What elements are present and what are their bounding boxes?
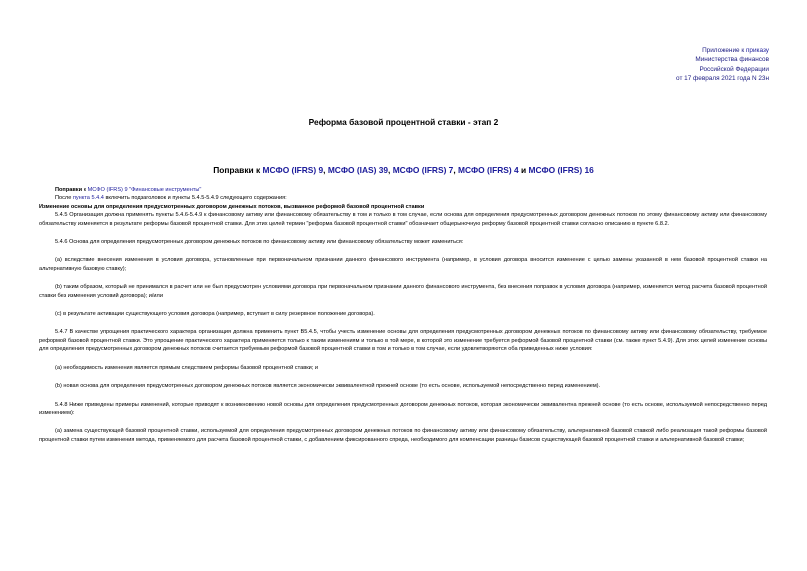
paragraph-5-4-5: 5.4.5 Организация должна применять пункты 5.4.6-5.4.9 к финансовому активу или финансовому обязательству в том и только в том случае, если основа для определения предусмотренных договором денежных потоков по этому финансовому активу или финансовому обязательству изменяется в результате реформы базовой процентной ставки. Для этих целей термин "реформа базовой процентной ставки" обозначает общерыночную реформу базовой процентной ставки согласно описанию в пункте 6.8.2.	[39, 212, 767, 227]
ifrs7-link[interactable]: МСФО (IFRS) 7	[392, 165, 454, 175]
annex-line-1: Приложение к приказу	[702, 47, 769, 54]
paragraph-5-4-8: 5.4.8 Ниже приведены примеры изменений, которые приводят к возникновению новой основы для определения предусмотренных договором денежных потоков, которая экономически эквивалентна прежней основе (то есть основе, используемой непосредственно перед изменением):	[39, 401, 767, 416]
annex-line-4: от 17 февраля 2021 года N 23н	[676, 74, 769, 82]
ifrs9-financial-instruments-link[interactable]: МСФО (IFRS) 9 "Финансовые инструменты"	[87, 187, 202, 193]
annex-line-3: Российской Федерации	[699, 65, 769, 73]
item-b: (b) таким образом, который не принимался в расчет или не был предусмотрен условиями договора при первоначальном признании данного финансового инструмента, без внесения поправок в условия договора (например, изменяется метод расчета базовой процентной ставки без изменения условий договора); и/или	[39, 284, 767, 299]
item-a-2: (a) необходимость изменения является прямым следствием реформы базовой процентной ставки; и	[55, 364, 318, 371]
annex-reference	[676, 46, 769, 83]
paragraph-5-4-4-link[interactable]: пункта 5.4.4	[72, 195, 104, 202]
ifrs16-link[interactable]: МСФО (IFRS) 16	[528, 165, 594, 175]
document-body	[39, 186, 767, 444]
item-a-3: (a) замена существующей базовой процентной ставки, используемой для определения предусмотренных договором денежных потоков по финансовому активу или финансовому обязательству, альтернативной базовой ставкой либо реализация такой реформы базовой процентной ставки путем изменения метода, применяемого для расчета базовой процентной ставки, с добавлением фиксированного спреда, необходимого для компенсации разницы базисов существующей базовой процентной ставки и альтернативной базовой ставки;	[39, 428, 767, 443]
insert-instruction: После пункта 5.4.4 включить подзаголовок и пункты 5.4.5-5.4.9 следующего содержания:	[55, 195, 287, 202]
amendments-title: Поправки к МСФО (IFRS) 9, МСФО (IAS) 39, МСФО (IFRS) 7, МСФО (IFRS) 4 и МСФО (IFRS) 16	[213, 165, 594, 175]
ias39-link[interactable]: МСФО (IAS) 39	[327, 165, 389, 175]
amendment-heading: Поправки к МСФО (IFRS) 9 "Финансовые инструменты"	[55, 187, 202, 193]
paragraph-5-4-6: 5.4.6 Основа для определения предусмотренных договором денежных потоков по финансовому активу или финансовому обязательству может измениться:	[55, 239, 464, 246]
item-c: (c) в результате активации существующего условия договора (например, вступает в силу резервное положение договора).	[55, 311, 375, 318]
document-title: Реформа базовой процентной ставки - этап 2	[308, 117, 499, 127]
section-heading: Изменение основы для определения предусмотренных договором денежных потоков, вызванное реформой базовой процентной ставки	[39, 203, 425, 210]
ifrs9-link[interactable]: МСФО (IFRS) 9	[262, 165, 324, 175]
paragraph-5-4-7: 5.4.7 В качестве упрощения практического характера организация должна применить пункт B5.4.5, чтобы учесть изменение основы для определения предусмотренных договором денежных потоков по финансовому активу или финансовому обязательству, требуемое реформой базовой процентной ставки. Это упрощение практического характера применяется только к таким изменениям и только в той мере, в которой это изменение требуется реформой базовой процентной ставки (см. также пункт 5.4.9). Для этих целей изменение основы для определения предусмотренных договором денежных потоков считается требуемым реформой базовой процентной ставки в том и только в том случае, если удовлетворяются оба приведенных ниже условия:	[39, 329, 767, 353]
item-b-2: (b) новая основа для определения предусмотренных договором денежных потоков является экономически эквивалентной прежней основе (то есть основе, используемой непосредственно перед изменением).	[55, 383, 601, 390]
order-link[interactable]: приказу	[745, 47, 769, 54]
annex-line-2: Министерства финансов	[695, 56, 769, 64]
item-a: (a) вследствие внесения изменения в условия договора, установленные при первоначальном признании данного финансового инструмента (например, в условия договора вносится изменение с целью замены указанной в нем базовой процентной ставки на альтернативную базовую ставку);	[39, 257, 767, 272]
ifrs4-link[interactable]: МСФО (IFRS) 4	[458, 165, 519, 175]
